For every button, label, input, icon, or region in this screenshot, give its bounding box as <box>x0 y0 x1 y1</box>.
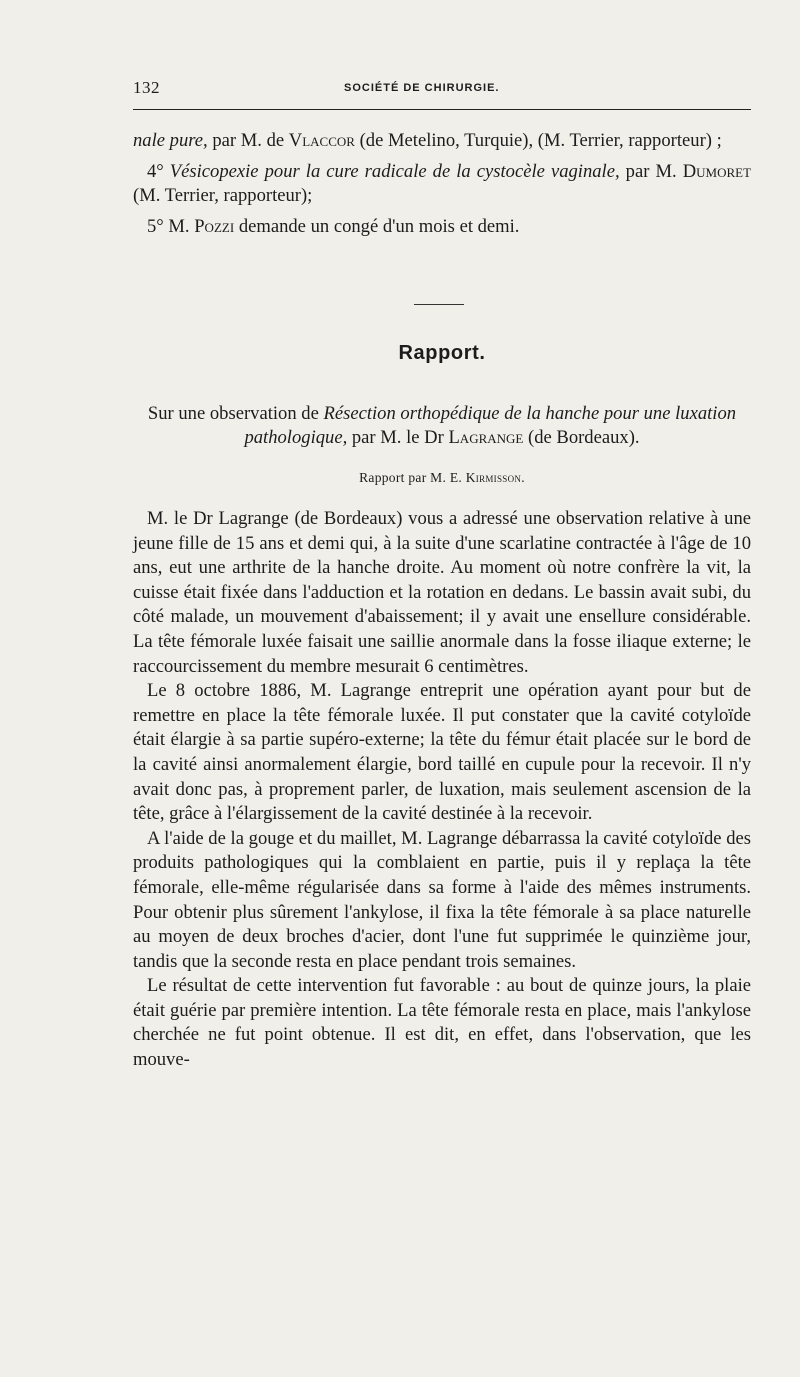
agenda-item-4: 4° Vésicopexie pour la cure radicale de la cystocèle vaginale, par M. Dumoret (M. Terrier, rapporteur); <box>133 160 752 207</box>
running-head: SOCIÉTÉ DE CHIRURGIE. <box>344 82 500 94</box>
body-paragraph: M. le Dr Lagrange (de Bordeaux) vous a adressé une observation relative à une jeune fille de 15 ans et demi qui, à la suite d'une scarlatine contractée à l'âge de 10 ans, eut une arthrite de la hanche droite. Au moment où notre confrère la vit, la cuisse était fixée dans l'adduction et la rotation en dedans. Le bassin avait subi, du côté malade, un mouvement d'abaissement; il y avait une ensellure considérable. La tête fémorale luxée faisait une saillie anormale dans la fosse iliaque externe; le raccourcissement du membre mesurait 6 centimètres. <box>133 508 751 677</box>
report-body <box>133 507 751 1073</box>
body-paragraph: Le 8 octobre 1886, M. Lagrange entreprit une opération ayant pour but de remettre en place la tête fémorale luxée. Il put constater que la cavité cotyloïde était élargie à sa partie supéro-externe; la tête du fémur était placée sur le bord de la cavité ainsi anormalement élargie, bord taillé en cupule pour la recevoir. Il n'y avait donc pas, à proprement parler, de luxation, mais seulement ascension de la tête, grâce à l'élargissement de la cavité destinée à la recevoir. <box>133 680 751 825</box>
page-number: 132 <box>133 78 160 97</box>
agenda-item-5: 5° M. Pozzi demande un congé d'un mois et demi. <box>147 215 520 237</box>
report-subject: Sur une observation de Résection orthopédique de la hanche pour une luxation pathologique, par M. le Dr Lagrange (de Bordeaux). <box>147 403 737 448</box>
agenda-item-3-continuation: nale pure, par M. de Vlaccor (de Metelino, Turquie), (M. Terrier, rapporteur) ; <box>133 130 722 151</box>
page-header <box>133 78 751 102</box>
body-paragraph: Le résultat de cette intervention fut favorable : au bout de quinze jours, la plaie était guérie par première intention. La tête fémorale resta en place, mais l'ankylose cherchée ne fut point obtenue. Il est dit, en effet, dans l'observation, que les mouve- <box>133 975 751 1071</box>
agenda-list <box>133 129 751 239</box>
reporter-line: Rapport par M. E. Kirmisson. <box>359 470 525 485</box>
section-separator <box>414 304 464 305</box>
section-heading: Rapport. <box>398 342 486 364</box>
header-rule <box>133 109 751 110</box>
body-paragraph: A l'aide de la gouge et du maillet, M. Lagrange débarrassa la cavité cotyloïde des produits pathologiques qui la comblaient en partie, puis il y replaça la tête fémorale, elle-même régularisée dans sa forme à l'aide des mêmes instruments. Pour obtenir plus sûrement l'ankylose, il fixa la tête fémorale à sa place naturelle au moyen de deux broches d'acier, dont l'une fut supprimée le quinzième jour, tandis que la seconde resta en place pendant trois semaines. <box>133 827 751 972</box>
